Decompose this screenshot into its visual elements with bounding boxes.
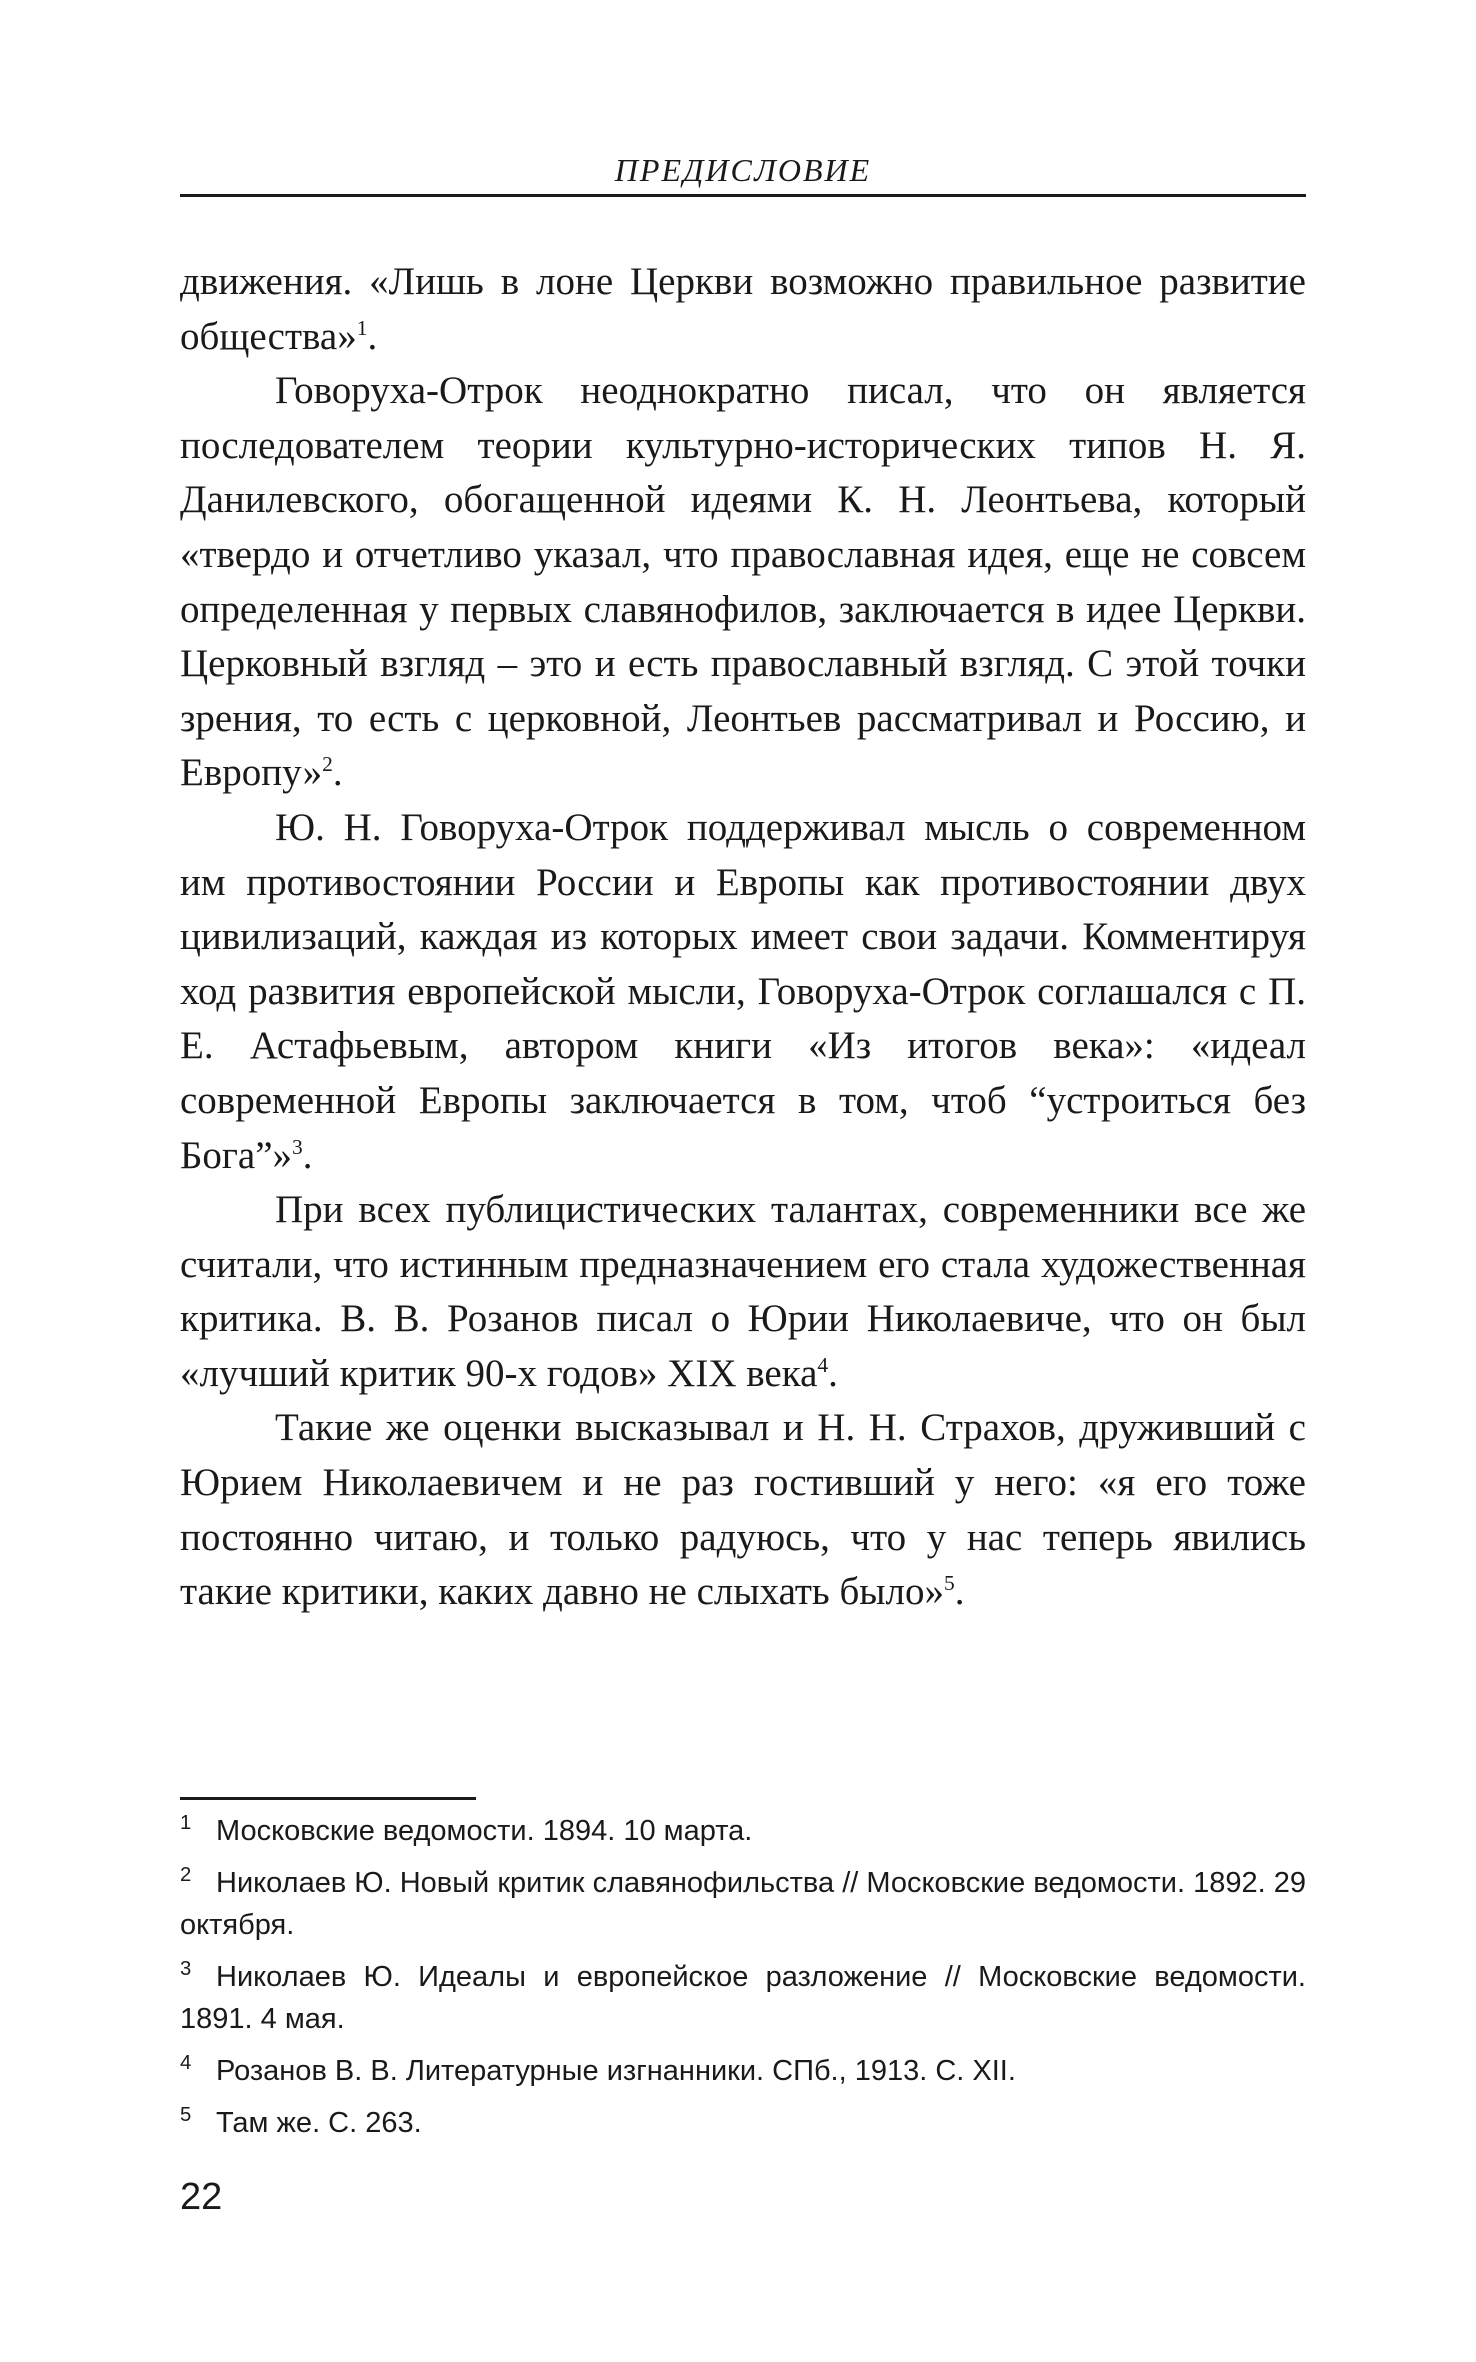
footnotes <box>180 1810 1306 2154</box>
footnote-4: 4 Розанов В. В. Литературные изгнанники. СПб., 1913. С. XII. <box>180 2052 1016 2087</box>
footnote-text: Московские ведомости. 1894. 10 марта. <box>216 1815 753 1847</box>
paragraph-tail: . <box>828 1351 838 1395</box>
header-rule <box>180 194 1306 197</box>
paragraph-1 <box>180 255 1306 364</box>
footnote-ref[interactable]: 5 <box>943 1571 955 1596</box>
footnote-text: Николаев Ю. Новый критик славянофильства // Московские ведомости. 1892. 29 октября. <box>180 1867 1306 1941</box>
paragraph-2 <box>180 364 1306 801</box>
footnote-ref[interactable]: 2 <box>322 752 333 777</box>
paragraph-text: Говоруха-Отрок неоднократно писал, что он является последователем теории культурно-исторических типов Н. Я. Данилевского, обогащенной идеями К. Н. Леонтьева, который «твердо и отчетливо указал, что православная идея, еще не совсем определенная у первых славянофилов, заключается в идее Церкви. Церковный взгляд – это и есть православный взгляд. С этой точки зрения, то есть с церковной, Леонтьев рассматривал и Россию, и Европу» <box>180 369 1306 795</box>
paragraph-5 <box>180 1401 1306 1619</box>
footnote-ref[interactable]: 1 <box>356 315 368 340</box>
paragraph-4 <box>180 1183 1306 1401</box>
footnote-text: Розанов В. В. Литературные изгнанники. СПб., 1913. С. XII. <box>216 2055 1016 2087</box>
paragraph-text: Такие же оценки высказывал и Н. Н. Страхов, друживший с Юрием Николаевичем и не раз гостивший у него: «я его тоже постоянно читаю, и только радуюсь, что у нас теперь явились такие критики, каких давно не слыхать было» <box>180 1406 1306 1614</box>
footnote-ref[interactable]: 4 <box>817 1352 829 1377</box>
paragraph-tail: . <box>302 1133 313 1177</box>
footnote-text: Там же. С. 263. <box>216 2107 422 2139</box>
running-header: ПРЕДИСЛОВИЕ <box>614 152 872 188</box>
footnote-text: Николаев Ю. Идеалы и европейское разложение // Московские ведомости. 1891. 4 мая. <box>180 1961 1306 2035</box>
footnote-3: 3 Николаев Ю. Идеалы и европейское разложение // Московские ведомости. 1891. 4 мая. <box>180 1958 1306 2035</box>
paragraph-3 <box>180 801 1306 1183</box>
page-number: 22 <box>180 2176 223 2218</box>
footnote-2: 2 Николаев Ю. Новый критик славянофильства // Московские ведомости. 1892. 29 октября. <box>180 1864 1306 1941</box>
footnote-1: 1 Московские ведомости. 1894. 10 марта. <box>180 1812 753 1847</box>
paragraph-tail: . <box>367 314 378 358</box>
footnote-5: 5 Там же. С. 263. <box>180 2104 422 2139</box>
main-text <box>180 255 1306 1620</box>
paragraph-text: Ю. Н. Говоруха-Отрок поддерживал мысль о современном им противостоянии России и Европы как противостоянии двух цивилизаций, каждая из которых имеет свои задачи. Комментируя ход развития европейской мысли, Говоруха-Отрок соглашался с П. Е. Астафьевым, автором книги «Из итогов века»: «идеал современной Европы заключается в том, чтоб “устроиться без Бога”» <box>180 805 1306 1177</box>
footnote-rule <box>180 1797 476 1800</box>
paragraph-text: При всех публицистических талантах, современники все же считали, что истинным предназначением его стала художественная критика. В. В. Розанов писал о Юрии Николаевиче, что он был «лучший критик 90-х годов» XIX века <box>180 1188 1306 1395</box>
footnote-ref[interactable]: 3 <box>292 1134 303 1159</box>
paragraph-tail: . <box>954 1570 965 1614</box>
paragraph-text: движения. «Лишь в лоне Церкви возможно правильное развитие общества» <box>180 260 1306 358</box>
paragraph-tail: . <box>332 751 343 795</box>
